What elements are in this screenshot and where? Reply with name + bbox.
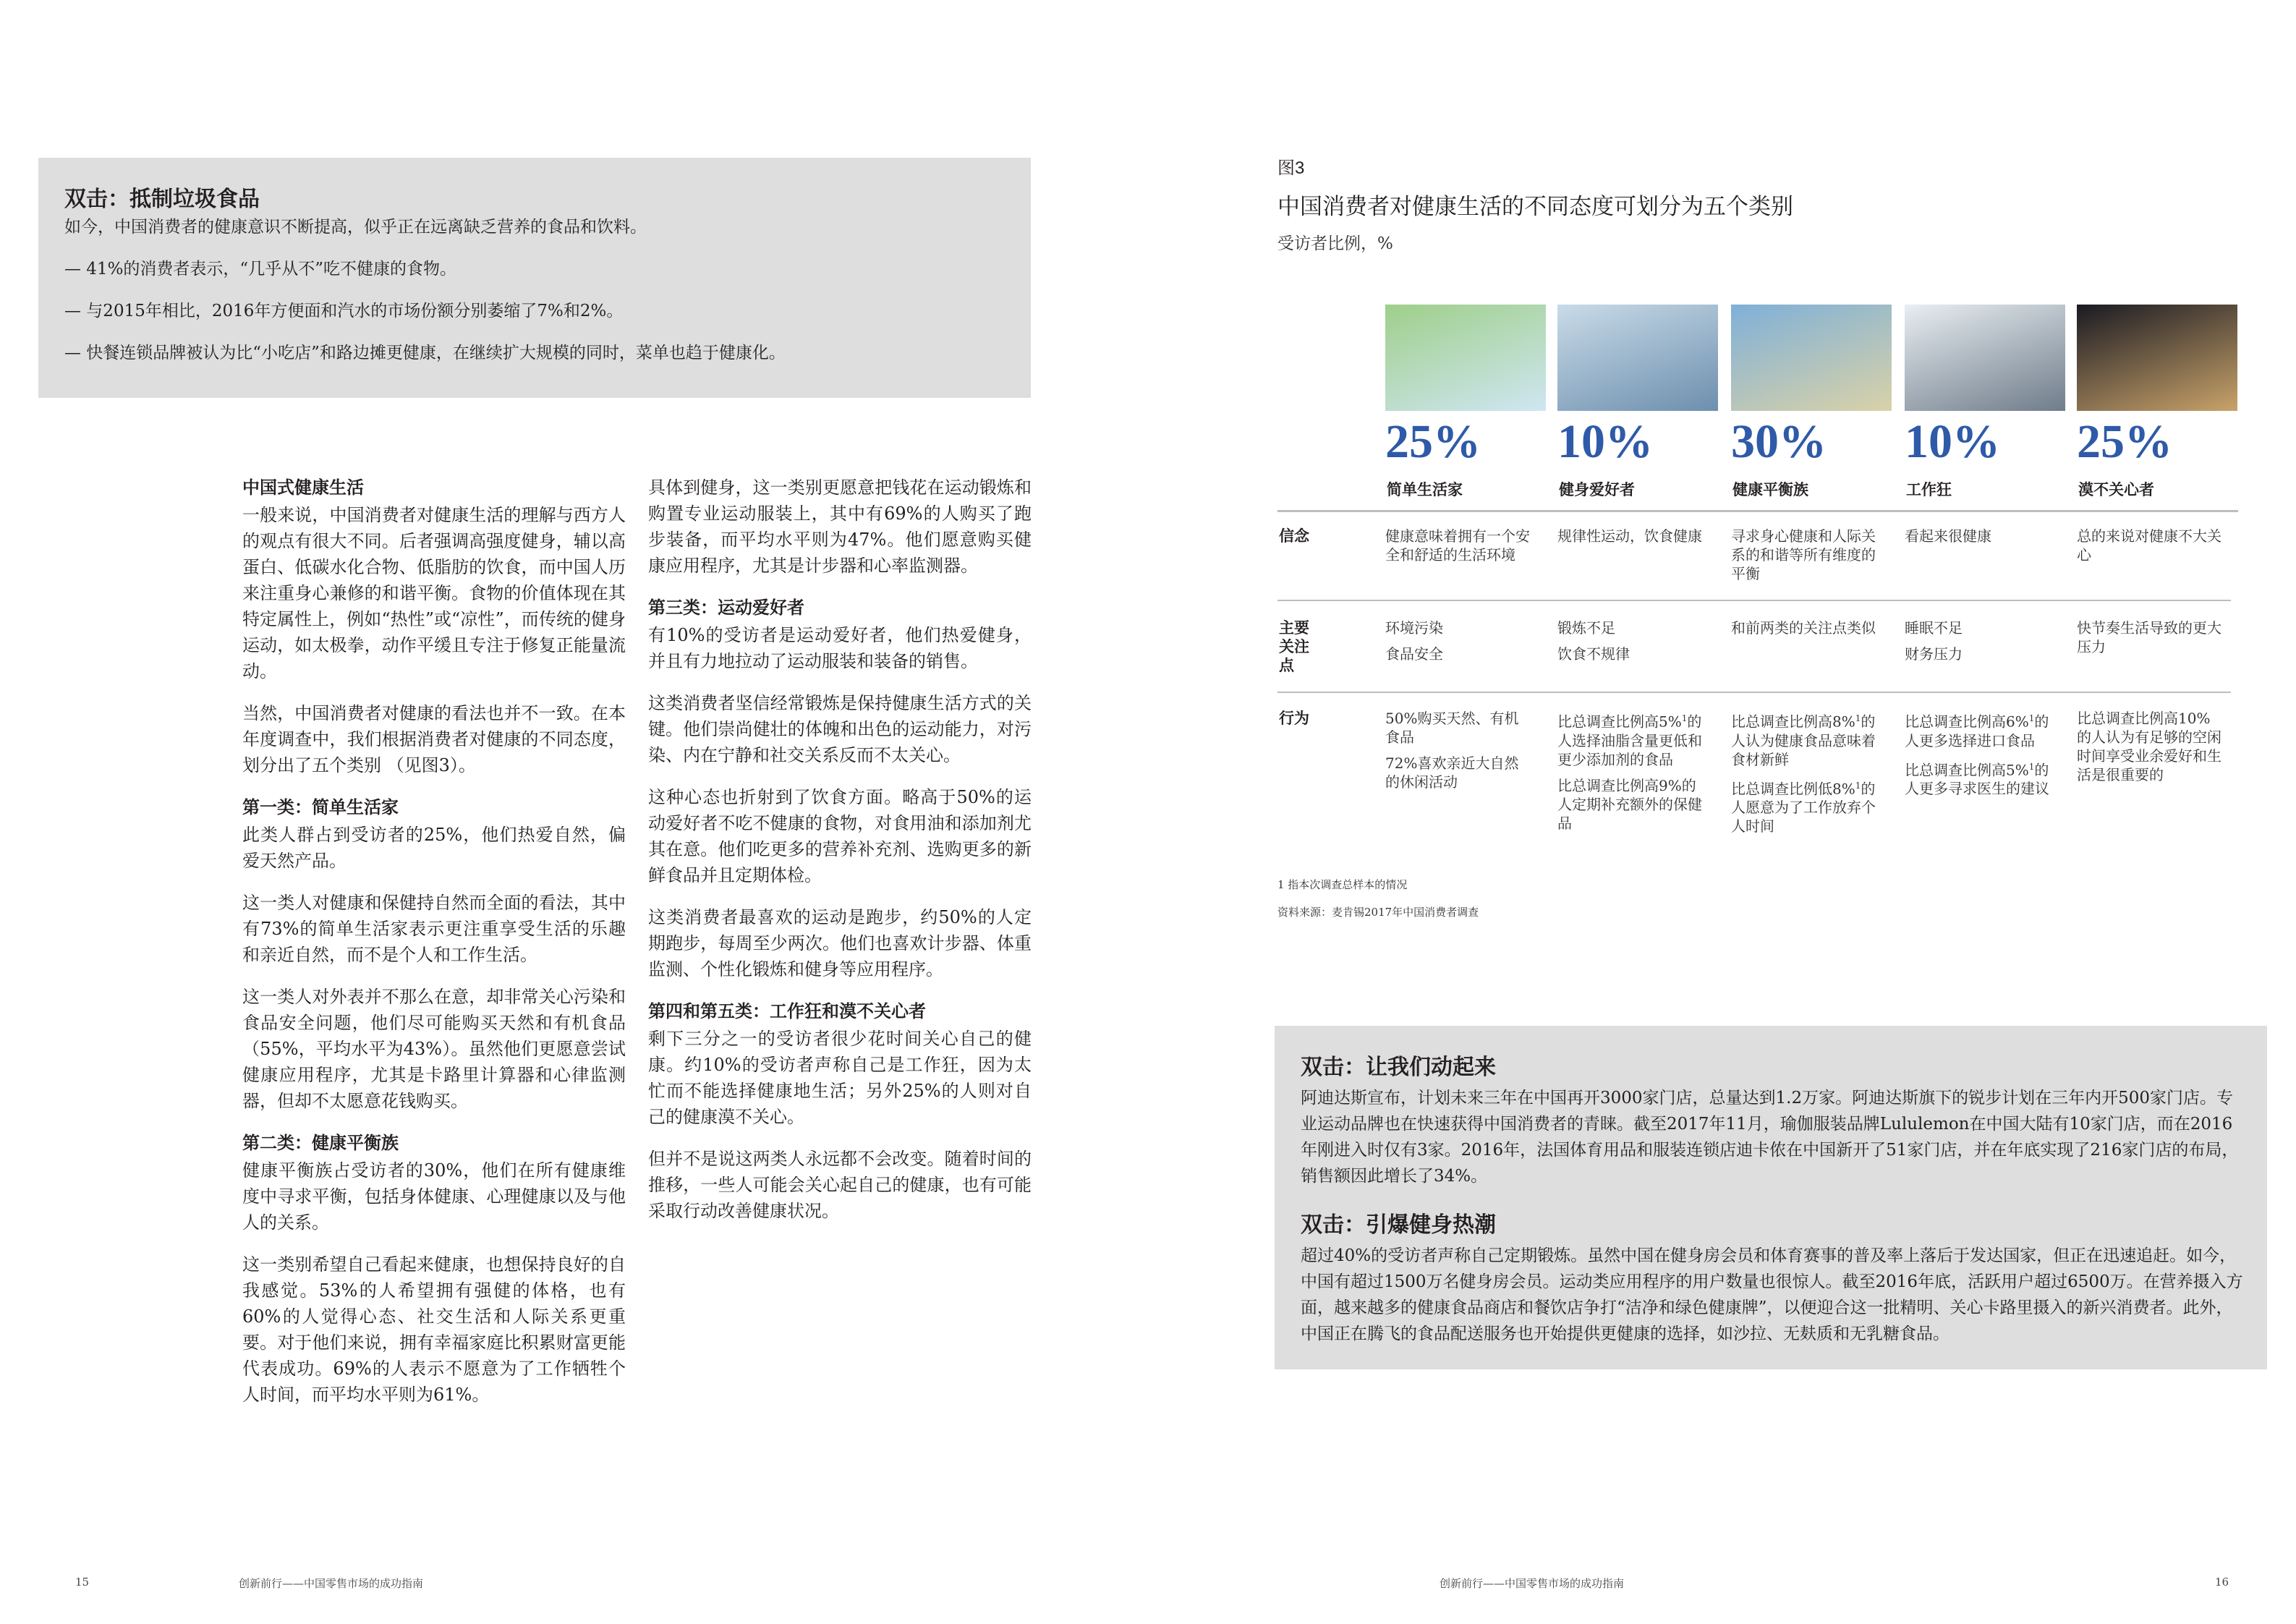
segment-percentage-value: 10% xyxy=(1905,415,2000,468)
callout-title: 双击：引爆健身热潮 xyxy=(1301,1213,1496,1237)
body-paragraph: 这一类别希望自己看起来健康，也想保持良好的自我感觉。53%的人希望拥有强健的体格，也有60%的人觉得心态、社交生活和人际关系更重要。对于他们来说，拥有幸福家庭比积累财富更能代表成功。69%的人表示不愿意为了工作牺牲个人时间，而平均水平则为61%。 xyxy=(242,1254,626,1405)
cell-text: 比总调查比例低8%$^1$的人愿意为了工作放弃个人时间 xyxy=(1731,780,1876,836)
table-top-divider xyxy=(1277,510,2238,512)
cell-text: 比总调查比例高10%的人认为有足够的空闲时间享受业余爱好和生活是很重要的 xyxy=(2077,710,2221,783)
segment-photo xyxy=(1905,305,2065,411)
segment-name: 健身爱好者 xyxy=(1559,480,1635,498)
segment-3 xyxy=(1731,305,1892,498)
table-cell xyxy=(1385,527,1530,571)
segment-photo xyxy=(1385,305,1546,411)
figure-subtitle: 受访者比例，% xyxy=(1277,234,1393,253)
table-cell xyxy=(2077,618,2221,663)
cell-text: 比总调查比例高8%$^1$的人认为健康食品意味着食材新鲜 xyxy=(1731,713,1876,768)
table-cell xyxy=(1905,709,2049,805)
table-cell xyxy=(1731,527,1876,590)
cell-text: 饮食不规律 xyxy=(1557,645,1630,663)
table-cell xyxy=(1905,618,2049,671)
table-cell xyxy=(1385,709,1530,799)
table-cell xyxy=(1385,618,1530,671)
segment-name: 工作狂 xyxy=(1906,480,1952,498)
section-heading: 第二类：健康平衡族 xyxy=(242,1132,399,1153)
body-column-2 xyxy=(648,475,1032,1240)
cell-text: 健康意味着拥有一个安全和舒适的生活环境 xyxy=(1385,527,1530,564)
table-cell xyxy=(1731,709,1876,843)
segment-percentage xyxy=(1905,417,2000,467)
table-cell xyxy=(1905,527,2049,553)
segment-5 xyxy=(2077,305,2237,498)
cell-text: 看起来很健康 xyxy=(1905,527,1991,545)
cell-text: 72%喜欢亲近大自然的休闲活动 xyxy=(1385,754,1519,791)
cell-text: 比总调查比例高6%$^1$的人更多选择进口食品 xyxy=(1905,713,2049,749)
segment-2 xyxy=(1557,305,1718,498)
segment-photo xyxy=(1731,305,1892,411)
body-paragraph: 具体到健身，这一类别更愿意把钱花在运动锻炼和购置专业运动服装上，其中有69%的人购买了跑步装备，而平均水平则为47%。他们愿意购买健康应用程序，尤其是计步器和心率监测器。 xyxy=(648,477,1032,576)
callout-lets-move xyxy=(1301,1049,2248,1189)
cell-text: 总的来说对健康不大关心 xyxy=(2077,527,2221,564)
cell-text: 规律性运动，饮食健康 xyxy=(1557,527,1702,545)
figure-title: 中国消费者对健康生活的不同态度可划分为五个类别 xyxy=(1277,194,1793,220)
callout-intro: 如今，中国消费者的健康意识不断提高，似乎正在远离缺乏营养的食品和饮料。 xyxy=(64,218,647,237)
callout-bullet: — 快餐连锁品牌被认为比“小吃店”和路边摊更健康，在继续扩大规模的同时，菜单也趋于健康化。 xyxy=(64,344,786,362)
body-paragraph: 这一类人对外表并不那么在意，却非常关心污染和食品安全问题，他们尽可能购买天然和有机食品（55%，平均水平为43%）。虽然他们更愿意尝试健康应用程序，尤其是卡路里计算器和心律监测器，但却不太愿意花钱购买。 xyxy=(242,987,626,1111)
segment-percentage-value: 25% xyxy=(2077,415,2172,468)
cell-text: 环境污染 xyxy=(1385,619,1443,637)
body-paragraph: 有10%的受访者是运动爱好者，他们热爱健身，并且有力地拉动了运动服装和装备的销售。 xyxy=(648,625,1032,671)
cell-text: 食品安全 xyxy=(1385,645,1443,663)
row-label: 主要关注点 xyxy=(1279,618,1309,674)
segment-percentage xyxy=(1731,417,1827,467)
segment-percentage xyxy=(1385,417,1481,467)
cell-text: 比总调查比例高9%的人定期补充额外的保健品 xyxy=(1557,776,1702,832)
callout-fitness-boom xyxy=(1301,1207,2248,1347)
row-label: 信念 xyxy=(1279,527,1309,545)
segment-percentage xyxy=(1557,417,1653,467)
callout-resist-junk-food xyxy=(38,158,1031,398)
callout-boxes xyxy=(1275,1026,2267,1369)
body-paragraph: 当然，中国消费者对健康的看法也并不一致。在本年度调查中，我们根据消费者对健康的不同态度，划分出了五个类别 （见图3）。 xyxy=(242,703,626,775)
body-paragraph: 剩下三分之一的受访者很少花时间关心自己的健康。约10%的受访者声称自己是工作狂，因为太忙而不能选择健康地生活；另外25%的人则对自己的健康漠不关心。 xyxy=(648,1029,1032,1127)
segment-photo xyxy=(2077,305,2237,411)
table-cell xyxy=(2077,709,2221,791)
page-number-right: 16 xyxy=(2215,1576,2229,1589)
segment-percentage-value: 25% xyxy=(1385,415,1481,468)
segment-name: 漠不关心者 xyxy=(2078,480,2154,498)
segment-percentage-value: 30% xyxy=(1731,415,1827,468)
body-paragraph: 此类人群占到受访者的25%，他们热爱自然，偏爱天然产品。 xyxy=(242,825,626,871)
segment-1 xyxy=(1385,305,1546,498)
figure-label: 图3 xyxy=(1277,158,1305,178)
cell-text: 寻求身心健康和人际关系的和谐等所有维度的平衡 xyxy=(1731,527,1876,582)
table-cell xyxy=(1557,527,1702,553)
segment-name: 简单生活家 xyxy=(1387,480,1463,498)
cell-text: 比总调查比例高5%$^1$的人选择油脂含量更低和更少添加剂的食品 xyxy=(1557,713,1702,768)
cell-text: 睡眠不足 xyxy=(1905,619,1963,637)
section-heading: 第三类：运动爱好者 xyxy=(648,597,804,618)
table-cell xyxy=(1557,618,1702,671)
cell-text: 50%购买天然、有机食品 xyxy=(1385,710,1519,746)
cell-text: 比总调查比例高5%$^1$的人更多寻求医生的建议 xyxy=(1905,761,2049,798)
footnote: 1 指本次调查总样本的情况 xyxy=(1277,878,1408,891)
table-divider xyxy=(1277,692,2231,693)
body-paragraph: 一般来说，中国消费者对健康生活的理解与西方人的观点有很大不同。后者强调高强度健身，辅以高蛋白、低碳水化合物、低脂肪的饮食，而中国人历来注重身心兼修的和谐平衡。食物的价值体现在其特定属性上，例如“热性”或“凉性”，而传统的健身运动，如太极拳，动作平缓且专注于修复正能量流动。 xyxy=(242,505,626,681)
source-note: 资料来源：麦肯锡2017年中国消费者调查 xyxy=(1277,906,1479,919)
table-cell xyxy=(1557,709,1702,840)
page-number-left: 15 xyxy=(75,1576,90,1589)
callout-bullet: — 与2015年相比，2016年方便面和汽水的市场份额分别萎缩了7%和2%。 xyxy=(64,302,624,320)
body-column-1 xyxy=(242,475,626,1424)
segment-4 xyxy=(1905,305,2065,498)
row-label: 行为 xyxy=(1279,709,1309,727)
cell-text: 和前两类的关注点类似 xyxy=(1731,619,1876,637)
section-heading: 第四和第五类：工作狂和漠不关心者 xyxy=(648,1000,926,1021)
callout-text: 超过40%的受访者声称自己定期锻炼。虽然中国在健身房会员和体育赛事的普及率上落后于发达国家，但正在迅速追赶。如今，中国有超过1500万名健身房会员。运动类应用程序的用户数量也很惊人。截至2016年底，活跃用户超过6500万。在营养摄入方面，越来越多的健康食品商店和餐饮店争打“洁净和绿色健康牌”，以便迎合这一批精明、关心卡路里摄入的新兴消费者。此外，中国正在腾飞的食品配送服务也开始提供更健康的选择，如沙拉、无麸质和无乳糖食品。 xyxy=(1301,1246,2243,1343)
table-divider xyxy=(1277,600,2231,601)
table-cell xyxy=(2077,527,2221,571)
running-footer-left: 创新前行——中国零售市场的成功指南 xyxy=(239,1577,424,1590)
callout-title: 双击：让我们动起来 xyxy=(1301,1055,1496,1079)
cell-text: 锻炼不足 xyxy=(1557,619,1615,637)
cell-text: 财务压力 xyxy=(1905,645,1963,663)
body-paragraph: 这一类人对健康和保健持自然而全面的看法，其中有73%的简单生活家表示更注重享受生活的乐趣和亲近自然，而不是个人和工作生活。 xyxy=(242,893,626,965)
segment-percentage xyxy=(2077,417,2172,467)
segment-name: 健康平衡族 xyxy=(1732,480,1808,498)
running-footer-right: 创新前行——中国零售市场的成功指南 xyxy=(1440,1577,1625,1590)
section-heading: 第一类：简单生活家 xyxy=(242,796,399,817)
body-paragraph: 健康平衡族占受访者的30%，他们在所有健康维度中寻求平衡，包括身体健康、心理健康以及与他人的关系。 xyxy=(242,1160,626,1233)
table-cell xyxy=(1731,618,1876,645)
segment-percentage-value: 10% xyxy=(1557,415,1653,468)
section-heading: 中国式健康生活 xyxy=(242,477,364,498)
callout-bullet: — 41%的消费者表示，“几乎从不”吃不健康的食物。 xyxy=(64,260,456,279)
callout-text: 阿迪达斯宣布，计划未来三年在中国再开3000家门店，总量达到1.2万家。阿迪达斯旗下的锐步计划在三年内开500家门店。专业运动品牌也在快速获得中国消费者的青睐。截至2017年11月，瑜伽服装品牌Lululemon在中国大陆有10家门店，而在2016年刚进入时仅有3家。2016年，法国体育用品和服装连锁店迪卡侬在中国新开了51家门店，并在年底实现了216家门店的布局，销售额因此增长了34%。 xyxy=(1301,1089,2239,1186)
body-paragraph: 但并不是说这两类人永远都不会改变。随着时间的推移，一些人可能会关心起自己的健康，也有可能采取行动改善健康状况。 xyxy=(648,1149,1032,1221)
segment-photo xyxy=(1557,305,1718,411)
body-paragraph: 这种心态也折射到了饮食方面。略高于50%的运动爱好者不吃不健康的食物，对食用油和添加剂尤其在意。他们吃更多的营养补充剂、选购更多的新鲜食品并且定期体检。 xyxy=(648,787,1032,885)
body-paragraph: 这类消费者坚信经常锻炼是保持健康生活方式的关键。他们崇尚健壮的体魄和出色的运动能力，对污染、内在宁静和社交关系反而不太关心。 xyxy=(648,693,1032,765)
callout-title: 双击：抵制垃圾食品 xyxy=(64,187,260,211)
body-paragraph: 这类消费者最喜欢的运动是跑步，约50%的人定期跑步，每周至少两次。他们也喜欢计步器、体重监测、个性化锻炼和健身等应用程序。 xyxy=(648,907,1032,979)
cell-text: 快节奏生活导致的更大压力 xyxy=(2077,619,2221,655)
